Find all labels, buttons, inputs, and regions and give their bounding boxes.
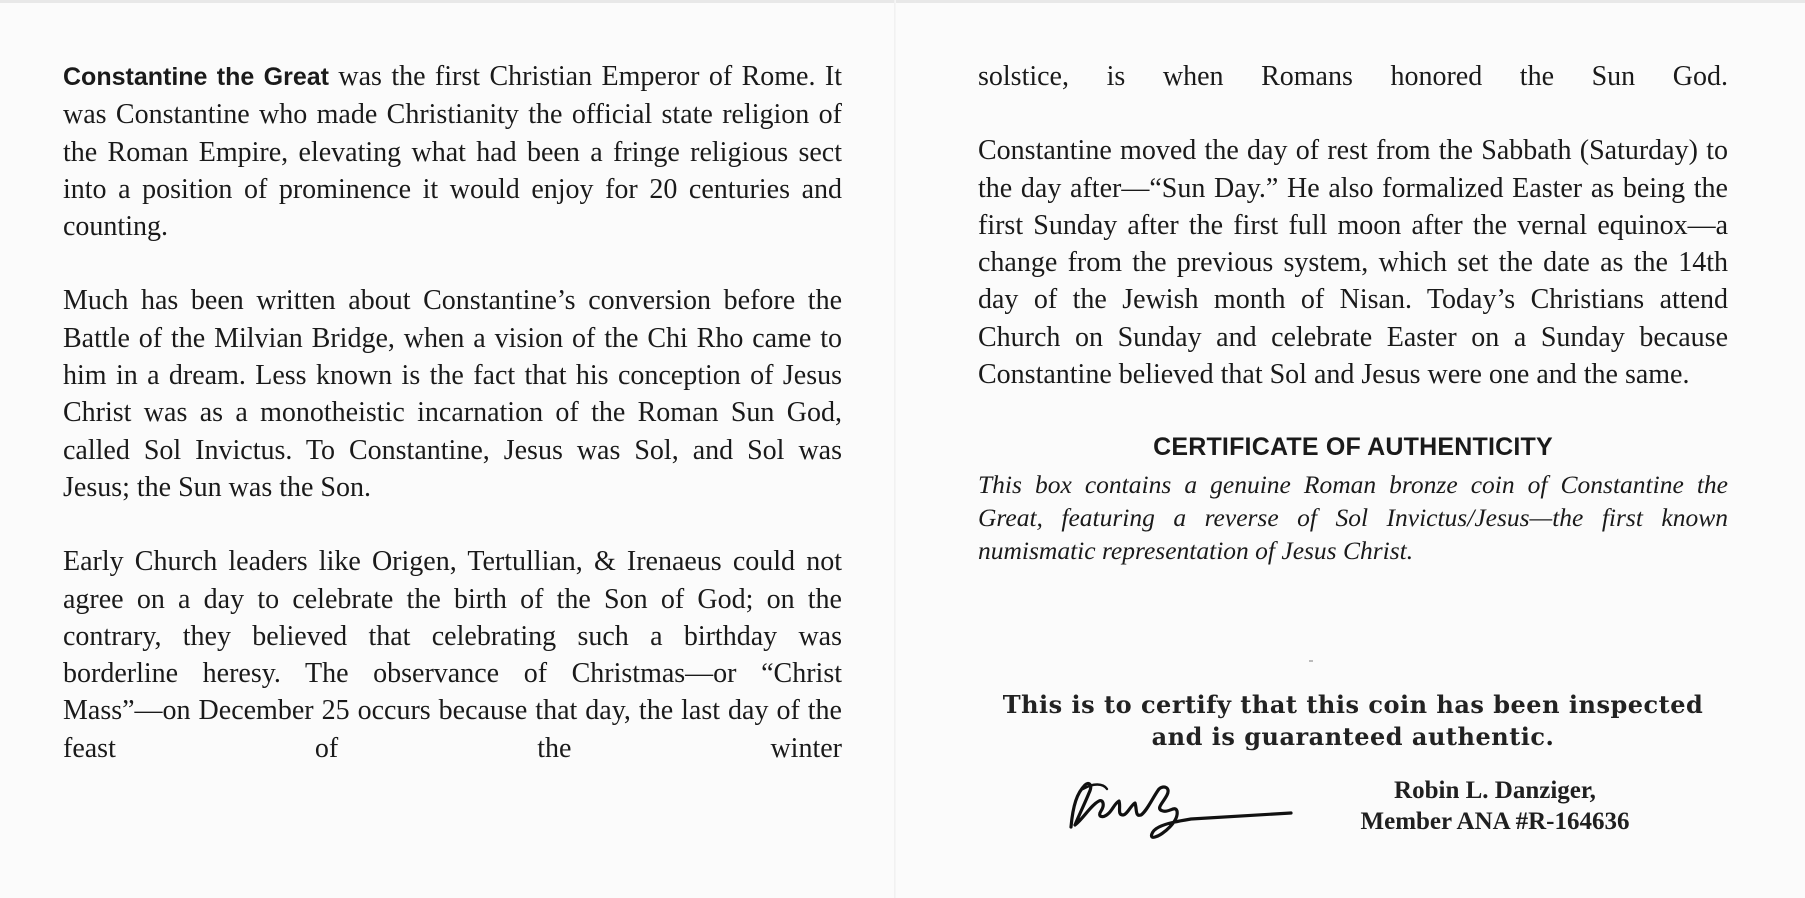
conversion-paragraph: Much has been written about Constantine’s conversion before the Battle of the Milvian Bridge, when a vision of the Chi Rho came to him in a dream. Less known is the fact that his conception of Jesus Christ was as a monotheistic incarnation of the Roman Sun God, called Sol Invictus. To Constantine, Jesus was Sol, and Sol was Jesus; the Sun was the Son. (63, 285, 842, 503)
right-column (978, 58, 1728, 567)
christmas-paragraph: Early Church leaders like Origen, Tertullian, & Irenaeus could not agree on a day to celebrate the birth of the Son of God; on the contrary, they believed that celebrating such a birthday was borderline heresy. The observance of Christmas—or “Christ Mass”—on December 25 occurs because that day, the last day of the feast of the winter (63, 546, 842, 764)
sunday-paragraph: Constantine moved the day of rest from the Sabbath (Saturday) to the day after—“Sun Day.” He also formalized Easter as being the first Sunday after the first full moon after the vernal equinox—a change from the previous system, which set the date as the 14th day of the Jewish month of Nisan. Today’s Christians attend Church on Sunday and celebrate Easter on a Sunday because Constantine believed that Sol and Jesus were one and the same. (978, 135, 1728, 391)
certificate-description: This box contains a genuine Roman bronze coin of Constantine the Great, featuring a reverse of Sol Invictus/Jesus—the first known numismatic representation of Jesus Christ. (978, 470, 1728, 566)
card-fold-line (894, 0, 896, 898)
certification-statement (978, 689, 1728, 753)
card-top-edge (0, 0, 1805, 3)
intro-lead-title: Constantine the Great (63, 63, 329, 91)
intro-paragraph (63, 58, 842, 245)
solstice-paragraph: solstice, is when Romans honored the Sun God. (978, 61, 1728, 92)
certificate-heading: CERTIFICATE OF AUTHENTICITY (1153, 433, 1553, 462)
left-column (63, 58, 842, 767)
certification-line-2: and is guaranteed authentic. (1151, 722, 1555, 751)
signer-name: Robin L. Danziger, (1394, 777, 1596, 804)
scan-speck (1309, 660, 1313, 662)
signer-title: Member ANA #R-164636 (1360, 808, 1630, 835)
certification-line-1: This is to certify that this coin has been inspected (1002, 690, 1704, 719)
intro-paragraph-text: was the first Christian Emperor of Rome. It was Constantine who made Christianity the official state religion of the Roman Empire, elevating what had been a fringe religious sect into a position of prominence it would enjoy for 20 centuries and counting. (63, 61, 842, 243)
signature-image (1063, 775, 1295, 845)
signer-block (1330, 775, 1660, 837)
